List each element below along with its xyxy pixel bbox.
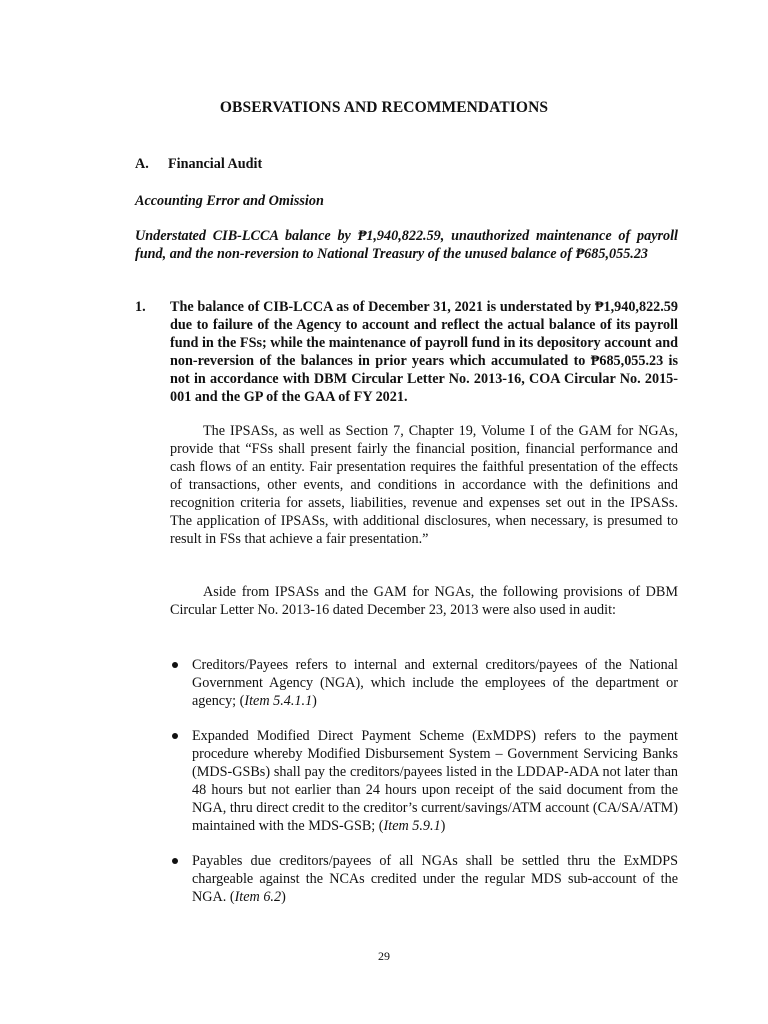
list-item-text: Payables due creditors/payees of all NGAs shall be settled thru the ExMDPS chargeable against the NCAs credited under the regular MDS sub-account of the NGA. ( — [192, 853, 678, 905]
item-reference: Item 5.9.1 — [383, 818, 441, 834]
list-item — [170, 852, 678, 906]
observation-item — [135, 298, 678, 406]
list-item — [170, 727, 678, 835]
body-paragraph: Aside from IPSASs and the GAM for NGAs, the following provisions of DBM Circular Letter No. 2013-16 dated December 23, 2013 were also used in audit: — [170, 584, 678, 618]
page-title: OBSERVATIONS AND RECOMMENDATIONS — [219, 99, 549, 116]
page-number: 29 — [378, 949, 390, 963]
section-letter: A. — [135, 156, 149, 172]
list-item-tail: ) — [312, 693, 317, 709]
list-item-text: Creditors/Payees refers to internal and external creditors/payees of the National Government Agency (NGA), which include the employees of the department or agency; ( — [192, 657, 678, 709]
bullet-icon — [172, 733, 178, 739]
list-item — [170, 656, 678, 710]
item-reference: Item 5.4.1.1 — [244, 693, 313, 709]
list-item-tail: ) — [440, 818, 446, 834]
body-paragraph: The IPSASs, as well as Section 7, Chapter 19, Volume I of the GAM for NGAs, provide that “FSs shall present fairly the financial position, financial performance and cash flows of an entity. Fair presentation requires the faithful presentation of the effects of transactions, other events, and conditions in accordance with the definitions and recognition criteria for assets, liabilities, revenue and expenses set out in the IPSASs. The application of IPSASs, with additional disclosures, when necessary, is presumed to result in FSs that achieve a fair presentation.” — [170, 423, 678, 547]
item-reference: Item 6.2 — [234, 889, 282, 905]
finding-summary: Understated CIB-LCCA balance by ₱1,940,822.59, unauthorized maintenance of payroll fund, and the non-reversion to National Treasury of the unused balance of ₱685,055.23 — [135, 228, 678, 262]
section-label: Financial Audit — [168, 156, 263, 172]
section-heading — [135, 155, 262, 173]
list-item-tail: ) — [281, 889, 286, 905]
bullet-icon — [172, 662, 178, 668]
observation-text: The balance of CIB-LCCA as of December 31, 2021 is understated by ₱1,940,822.59 due to failure of the Agency to account and reflect the actual balance of its payroll fund in the FSs; while the maintenance of payroll fund in its depository account and non-reversion of the balances in prior years which accumulated to ₱685,055.23 is not in accordance with DBM Circular Letter No. 2013-16, COA Circular No. 2015-001 and the GP of the GAA of FY 2021. — [170, 299, 678, 405]
bullet-icon — [172, 858, 178, 864]
observation-number: 1. — [135, 299, 146, 315]
subheading: Accounting Error and Omission — [135, 193, 324, 209]
provisions-list — [170, 656, 678, 923]
list-item-text: Expanded Modified Direct Payment Scheme (ExMDPS) refers to the payment procedure whereby Modified Disbursement System – Government Servicing Banks (MDS-GSBs) shall pay the creditors/payees listed in the LDDAP-ADA not later than 48 hours but not earlier than 24 hours upon receipt of the said document from the NGA, thru direct credit to the creditor’s current/savings/ATM account (CA/SA/ATM) maintained with the MDS-GSB; ( — [192, 728, 678, 834]
